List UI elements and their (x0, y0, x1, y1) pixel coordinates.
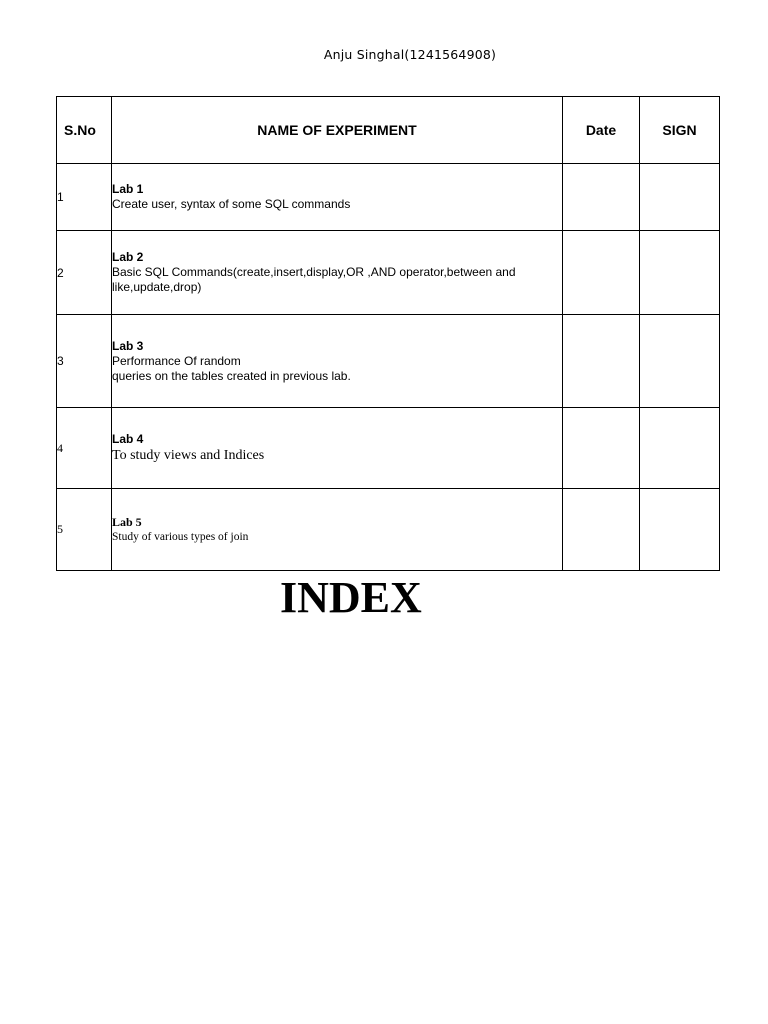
lab-title: Lab 2 (112, 250, 144, 264)
row-sign (640, 408, 720, 489)
author-header: Anju Singhal(1241564908) (323, 47, 497, 62)
index-title: INDEX (280, 573, 422, 622)
row-sno: 2 (57, 231, 112, 315)
column-header-date: Date (563, 97, 640, 164)
column-header-sno: S.No (57, 97, 112, 164)
row-sno: 4 (57, 408, 112, 489)
row-date (563, 489, 640, 571)
column-header-experiment: NAME OF EXPERIMENT (112, 97, 563, 164)
table-row (57, 408, 720, 489)
row-date (563, 164, 640, 231)
row-experiment (112, 315, 563, 408)
lab-title: Lab 4 (112, 432, 144, 446)
row-sno: 3 (57, 315, 112, 408)
row-sno: 5 (57, 489, 112, 571)
lab-title: Lab 5 (112, 514, 142, 529)
row-sign (640, 164, 720, 231)
lab-description: Study of various types of join (112, 530, 249, 543)
table-row (57, 489, 720, 571)
row-sign (640, 315, 720, 408)
row-experiment (112, 489, 563, 571)
row-experiment (112, 408, 563, 489)
table-header-row (57, 97, 720, 164)
index-table (56, 96, 720, 571)
row-experiment (112, 164, 563, 231)
lab-title: Lab 3 (112, 338, 144, 353)
lab-description: To study views and Indices (112, 448, 265, 463)
column-header-sign: SIGN (640, 97, 720, 164)
lab-description: Performance Of random queries on the tables created in previous lab. (112, 353, 351, 383)
lab-description: Create user, syntax of some SQL commands (112, 197, 351, 211)
row-sno: 1 (57, 164, 112, 231)
table-row (57, 164, 720, 231)
row-sign (640, 489, 720, 571)
lab-description: Basic SQL Commands(create,insert,display,OR ,AND operator,between and like,update,drop) (112, 265, 516, 294)
lab-title: Lab 1 (112, 182, 144, 196)
row-date (563, 315, 640, 408)
row-date (563, 231, 640, 315)
row-date (563, 408, 640, 489)
table-row (57, 315, 720, 408)
table-row (57, 231, 720, 315)
row-experiment (112, 231, 563, 315)
row-sign (640, 231, 720, 315)
